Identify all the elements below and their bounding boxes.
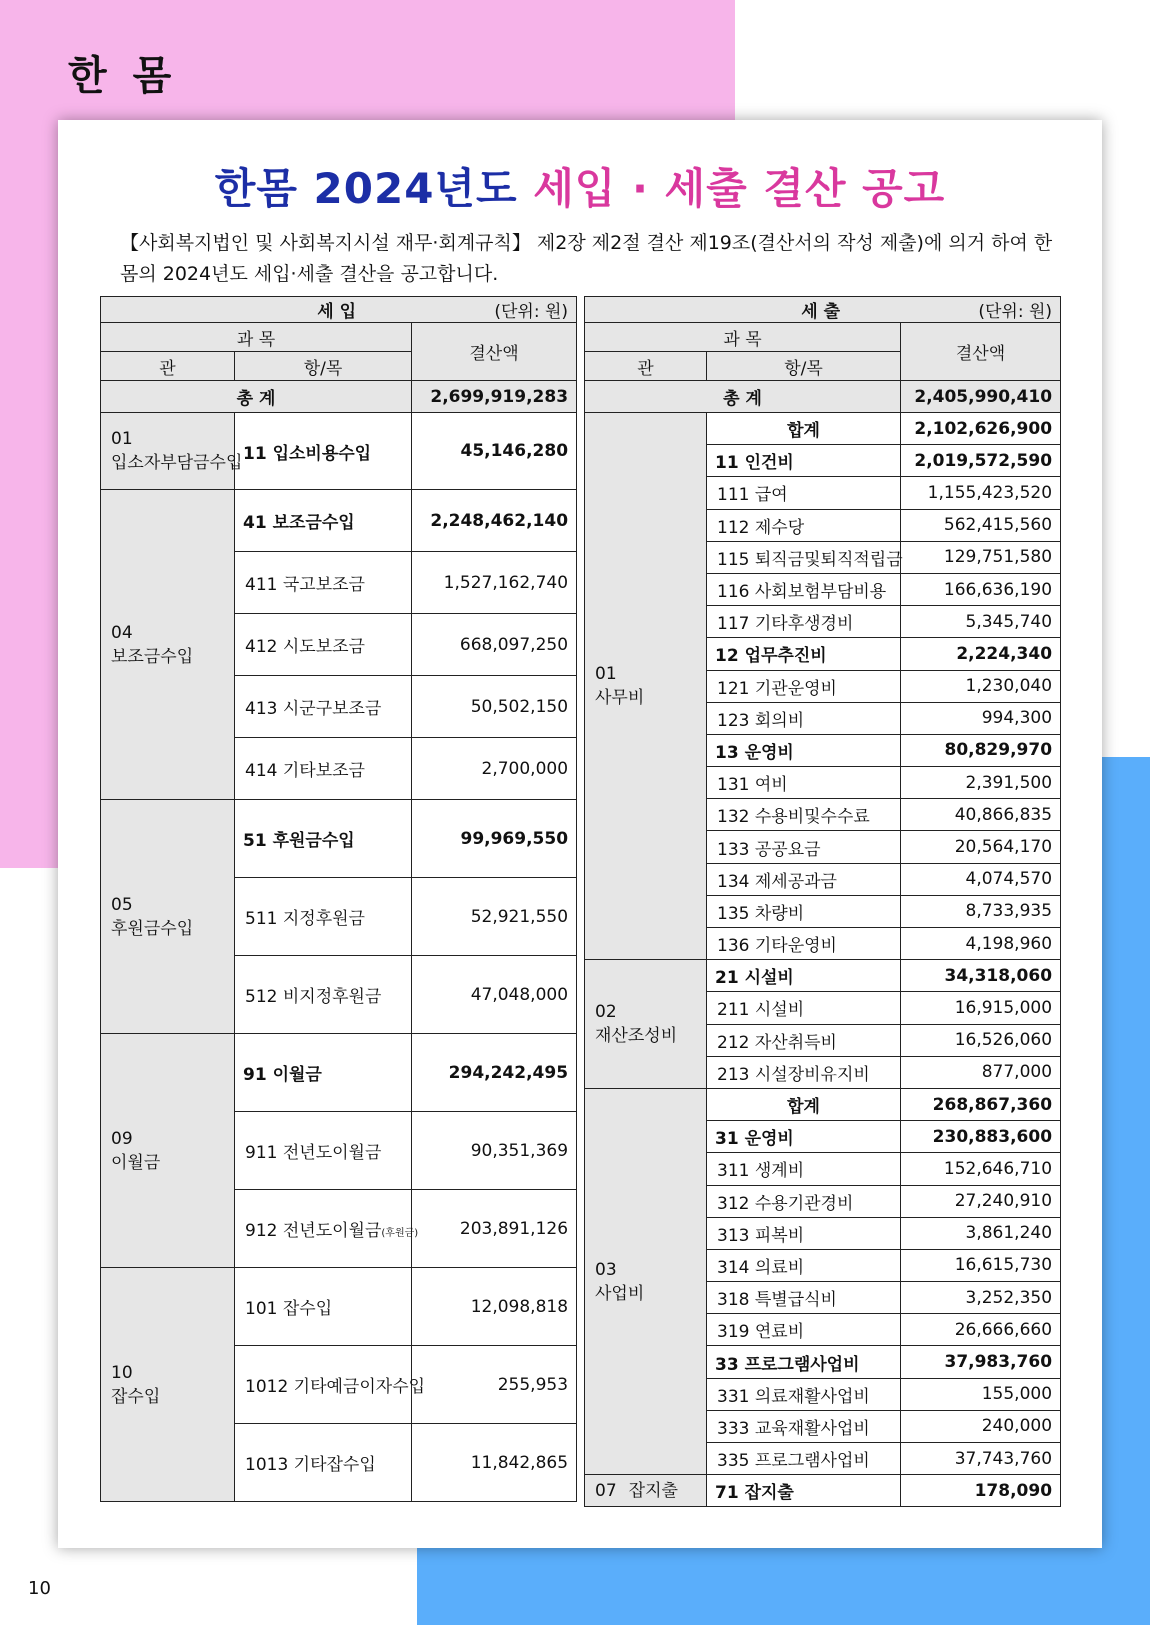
title-part-2: 세입 · 세출 결산 공고 xyxy=(533,164,946,213)
item-label-text: 111 급여 xyxy=(717,485,788,506)
total-label: 총 계 xyxy=(585,381,901,413)
kwan-code: 01 xyxy=(111,429,133,449)
item-amount: 26,666,660 xyxy=(901,1314,1061,1346)
item-amount: 4,198,960 xyxy=(901,928,1061,960)
item-label-text: 116 사회보험부담비용 xyxy=(717,582,887,603)
item-label-text: 133 공공요금 xyxy=(717,839,821,860)
kwan-code: 01 xyxy=(595,664,617,685)
item-label-text: 41 보조금수입 xyxy=(243,513,355,533)
item-label xyxy=(235,1346,426,1424)
amount-header: 결산액 xyxy=(901,323,1061,381)
item-label xyxy=(707,1024,901,1056)
item-label xyxy=(707,1217,901,1249)
item-label xyxy=(707,413,901,445)
item-label-text: 121 기관운영비 xyxy=(717,678,837,699)
table-row xyxy=(585,960,1061,992)
table-row xyxy=(101,800,577,878)
item-label xyxy=(707,1153,901,1185)
title-part-1: 한몸 2024년도 xyxy=(214,164,534,213)
item-label xyxy=(707,1282,901,1314)
kwan-header: 관 xyxy=(101,352,235,381)
expense-table xyxy=(584,296,1061,1507)
kwan-name: 재산조성비 xyxy=(595,1026,678,1047)
notice-panel xyxy=(58,120,1102,1548)
item-label-text: 333 교육재활사업비 xyxy=(717,1418,870,1439)
item-label xyxy=(235,490,412,552)
item-label xyxy=(235,1424,412,1502)
item-label xyxy=(707,1475,901,1507)
item-label xyxy=(235,1112,412,1190)
kwan-name: 사무비 xyxy=(595,688,645,709)
item-amount: 2,019,572,590 xyxy=(901,445,1061,477)
item-label-text: 123 회의비 xyxy=(717,710,805,731)
item-amount: 52,921,550 xyxy=(412,878,577,956)
item-amount: 80,829,970 xyxy=(901,734,1061,766)
item-amount: 230,883,600 xyxy=(901,1121,1061,1153)
item-label xyxy=(235,1268,412,1346)
item-label xyxy=(707,477,901,509)
intro-text: 【사회복지법인 및 사회복지시설 재무·회계규칙】 제2장 제2절 결산 제19조(결산서의 작성 제출)에 의거 하여 한몸의 2024년도 세입·세출 결산을 공고합니다. xyxy=(120,232,1053,285)
item-label xyxy=(707,992,901,1024)
table-row xyxy=(101,1268,577,1346)
kwan-cell xyxy=(585,960,707,1089)
item-amount: 877,000 xyxy=(901,1056,1061,1088)
item-amount: 203,891,126 xyxy=(412,1190,577,1268)
item-label xyxy=(707,928,901,960)
item-amount: 3,252,350 xyxy=(901,1282,1061,1314)
item-label-text: 136 기타운영비 xyxy=(717,936,837,957)
item-label xyxy=(235,878,412,956)
kwan-name: 잡수입 xyxy=(111,1386,161,1407)
item-label-text: 312 수용기관경비 xyxy=(717,1193,854,1214)
item-amount: 27,240,910 xyxy=(901,1185,1061,1217)
kwan-name: 후원금수입 xyxy=(111,918,194,939)
kwan-name: 보조금수입 xyxy=(111,646,194,667)
total-amount: 2,405,990,410 xyxy=(901,381,1061,413)
item-amount: 178,090 xyxy=(901,1475,1061,1507)
table-row xyxy=(101,1034,577,1112)
item-label-text: 335 프로그램사업비 xyxy=(717,1451,870,1472)
item-amount: 47,048,000 xyxy=(412,956,577,1034)
item-amount: 166,636,190 xyxy=(901,573,1061,605)
total-amount: 2,699,919,283 xyxy=(412,381,577,413)
item-label-text: 33 프로그램사업비 xyxy=(715,1354,860,1375)
item-amount: 34,318,060 xyxy=(901,960,1061,992)
unit-label: (단위: 원) xyxy=(494,302,569,322)
kwan-code: 09 xyxy=(111,1128,133,1149)
item-label-text: 411 국고보조금 xyxy=(245,575,365,595)
item-amount: 994,300 xyxy=(901,702,1061,734)
kwan-code: 03 xyxy=(595,1259,617,1280)
item-amount: 155,000 xyxy=(901,1378,1061,1410)
item-amount: 294,242,495 xyxy=(412,1034,577,1112)
item-amount: 1,527,162,740 xyxy=(412,552,577,614)
item-label-text: 117 기타후생경비 xyxy=(717,614,854,635)
item-label xyxy=(707,573,901,605)
item-label xyxy=(235,738,412,800)
item-label xyxy=(707,1121,901,1153)
item-label-text: 1012 기타예금이자수입 xyxy=(245,1377,426,1397)
item-label-text: 21 시설비 xyxy=(715,968,794,989)
item-amount: 11,842,865 xyxy=(412,1424,577,1502)
table-row xyxy=(101,490,577,552)
item-amount: 668,097,250 xyxy=(412,614,577,676)
item-label-text: 합계 xyxy=(787,421,820,442)
section-title-cell xyxy=(101,297,577,323)
item-label xyxy=(707,831,901,863)
item-label-text: 319 연료비 xyxy=(717,1322,805,1343)
item-label-text: 331 의료재활사업비 xyxy=(717,1386,870,1407)
item-amount: 2,224,340 xyxy=(901,638,1061,670)
revenue-table xyxy=(100,296,577,1502)
item-amount: 16,915,000 xyxy=(901,992,1061,1024)
section-title-cell xyxy=(585,297,1061,323)
subject-header: 과 목 xyxy=(101,323,412,352)
kwan-name: 잡지출 xyxy=(628,1480,678,1501)
kwan-cell xyxy=(101,413,243,490)
table-row xyxy=(585,413,1061,445)
kwan-code: 07 xyxy=(595,1480,617,1501)
item-label xyxy=(707,509,901,541)
item-label-text: 12 업무추진비 xyxy=(715,646,827,667)
item-label-text: 합계 xyxy=(787,1097,820,1118)
kwan-name: 사업비 xyxy=(595,1283,645,1304)
page-number: 10 xyxy=(28,1578,51,1599)
item-label xyxy=(707,799,901,831)
item-label xyxy=(707,960,901,992)
item-label xyxy=(235,956,412,1034)
item-label-text: 213 시설장비유지비 xyxy=(717,1064,870,1085)
kwan-header: 관 xyxy=(585,352,707,381)
item-amount: 240,000 xyxy=(901,1410,1061,1442)
item-amount: 99,969,550 xyxy=(412,800,577,878)
item-label xyxy=(707,638,901,670)
hangmok-header: 항/목 xyxy=(707,352,901,381)
item-label-text: 211 시설비 xyxy=(717,1000,805,1021)
item-label-text: 131 여비 xyxy=(717,775,788,796)
subject-header: 과 목 xyxy=(585,323,901,352)
item-label-text: 91 이월금 xyxy=(243,1065,322,1085)
item-label xyxy=(707,1346,901,1378)
item-amount: 50,502,150 xyxy=(412,676,577,738)
item-amount: 2,391,500 xyxy=(901,767,1061,799)
item-label-text: 413 시군구보조금 xyxy=(245,699,382,719)
kwan-code: 10 xyxy=(111,1362,133,1383)
item-amount: 152,646,710 xyxy=(901,1153,1061,1185)
item-amount: 129,751,580 xyxy=(901,541,1061,573)
item-label xyxy=(235,676,412,738)
item-label xyxy=(707,1378,901,1410)
item-amount: 37,743,760 xyxy=(901,1443,1061,1475)
item-amount: 562,415,560 xyxy=(901,509,1061,541)
item-label xyxy=(707,541,901,573)
item-label xyxy=(707,1314,901,1346)
item-label xyxy=(707,863,901,895)
item-amount: 37,983,760 xyxy=(901,1346,1061,1378)
kwan-cell xyxy=(585,1475,707,1507)
item-label xyxy=(707,1249,901,1281)
kwan-cell xyxy=(101,800,235,1034)
kwan-cell xyxy=(585,1088,707,1474)
item-amount: 5,345,740 xyxy=(901,606,1061,638)
item-label xyxy=(707,734,901,766)
section-title: 세 입 xyxy=(317,302,357,322)
table-row xyxy=(585,1475,1061,1507)
item-label xyxy=(707,1056,901,1088)
kwan-code: 02 xyxy=(595,1002,617,1023)
item-label-text: 912 전년도이월금 xyxy=(245,1221,382,1241)
kwan-code: 04 xyxy=(111,622,133,643)
kwan-code: 05 xyxy=(111,894,133,915)
table-row xyxy=(585,1088,1061,1120)
item-label xyxy=(707,1088,901,1120)
item-label xyxy=(707,1185,901,1217)
hangmok-header: 항/목 xyxy=(235,352,412,381)
item-label xyxy=(707,1410,901,1442)
item-label-text: 71 잡지출 xyxy=(715,1483,794,1504)
item-label-text: 135 차량비 xyxy=(717,903,805,924)
item-amount: 8,733,935 xyxy=(901,895,1061,927)
item-amount: 4,074,570 xyxy=(901,863,1061,895)
item-label-text: 51 후원금수입 xyxy=(243,831,355,851)
amount-header: 결산액 xyxy=(412,323,577,381)
item-label xyxy=(235,413,412,490)
item-label xyxy=(707,767,901,799)
item-label xyxy=(707,670,901,702)
page-title xyxy=(58,156,1102,216)
item-amount: 255,953 xyxy=(412,1346,577,1424)
item-amount: 2,248,462,140 xyxy=(412,490,577,552)
item-amount: 2,102,626,900 xyxy=(901,413,1061,445)
item-label-text: 115 퇴직금및퇴직적립금 xyxy=(717,549,903,570)
item-label-text: 31 운영비 xyxy=(715,1129,794,1150)
unit-label: (단위: 원) xyxy=(978,302,1053,322)
total-label: 총 계 xyxy=(101,381,412,413)
item-label-text: 101 잡수입 xyxy=(245,1299,333,1319)
item-amount: 1,230,040 xyxy=(901,670,1061,702)
item-label-text: 112 제수당 xyxy=(717,517,805,538)
item-amount: 45,146,280 xyxy=(412,413,577,490)
item-label-text: 134 제세공과금 xyxy=(717,871,837,892)
item-label-text: 311 생계비 xyxy=(717,1161,805,1182)
item-amount: 16,526,060 xyxy=(901,1024,1061,1056)
item-amount: 40,866,835 xyxy=(901,799,1061,831)
item-label xyxy=(707,445,901,477)
item-label-text: 911 전년도이월금 xyxy=(245,1143,382,1163)
item-amount: 268,867,360 xyxy=(901,1088,1061,1120)
kwan-cell xyxy=(101,1034,235,1268)
item-label-note: (후원금) xyxy=(381,1228,419,1239)
item-label-text: 13 운영비 xyxy=(715,742,794,763)
section-title: 세 출 xyxy=(801,302,841,322)
brand-name: 한 몸 xyxy=(68,53,178,99)
item-label-text: 11 입소비용수입 xyxy=(243,443,372,464)
item-amount: 16,615,730 xyxy=(901,1249,1061,1281)
item-label xyxy=(235,1190,419,1268)
item-label xyxy=(235,800,412,878)
table-row xyxy=(101,413,577,490)
item-label-text: 1013 기타잡수입 xyxy=(245,1455,376,1475)
item-amount: 3,861,240 xyxy=(901,1217,1061,1249)
item-amount: 1,155,423,520 xyxy=(901,477,1061,509)
item-label xyxy=(707,1443,901,1475)
kwan-cell xyxy=(585,413,707,960)
kwan-name: 이월금 xyxy=(111,1152,161,1173)
item-label xyxy=(235,1034,412,1112)
item-label-text: 132 수용비및수수료 xyxy=(717,807,870,828)
item-label-text: 212 자산취득비 xyxy=(717,1032,837,1053)
item-amount: 90,351,369 xyxy=(412,1112,577,1190)
item-label-text: 318 특별급식비 xyxy=(717,1290,837,1311)
item-label-text: 412 시도보조금 xyxy=(245,637,365,657)
kwan-name: 입소자부담금수입 xyxy=(111,453,243,473)
item-label xyxy=(235,552,412,614)
item-amount: 2,700,000 xyxy=(412,738,577,800)
item-label-text: 512 비지정후원금 xyxy=(245,987,382,1007)
kwan-cell xyxy=(101,1268,235,1502)
item-label-text: 314 의료비 xyxy=(717,1257,805,1278)
item-label xyxy=(235,614,412,676)
item-label xyxy=(707,702,901,734)
kwan-cell xyxy=(101,490,235,800)
item-label-text: 313 피복비 xyxy=(717,1225,805,1246)
item-amount: 12,098,818 xyxy=(412,1268,577,1346)
item-amount: 20,564,170 xyxy=(901,831,1061,863)
item-label xyxy=(707,895,901,927)
item-label-text: 414 기타보조금 xyxy=(245,761,365,781)
item-label-text: 511 지정후원금 xyxy=(245,909,365,929)
item-label-text: 11 인건비 xyxy=(715,453,794,474)
item-label xyxy=(707,606,901,638)
